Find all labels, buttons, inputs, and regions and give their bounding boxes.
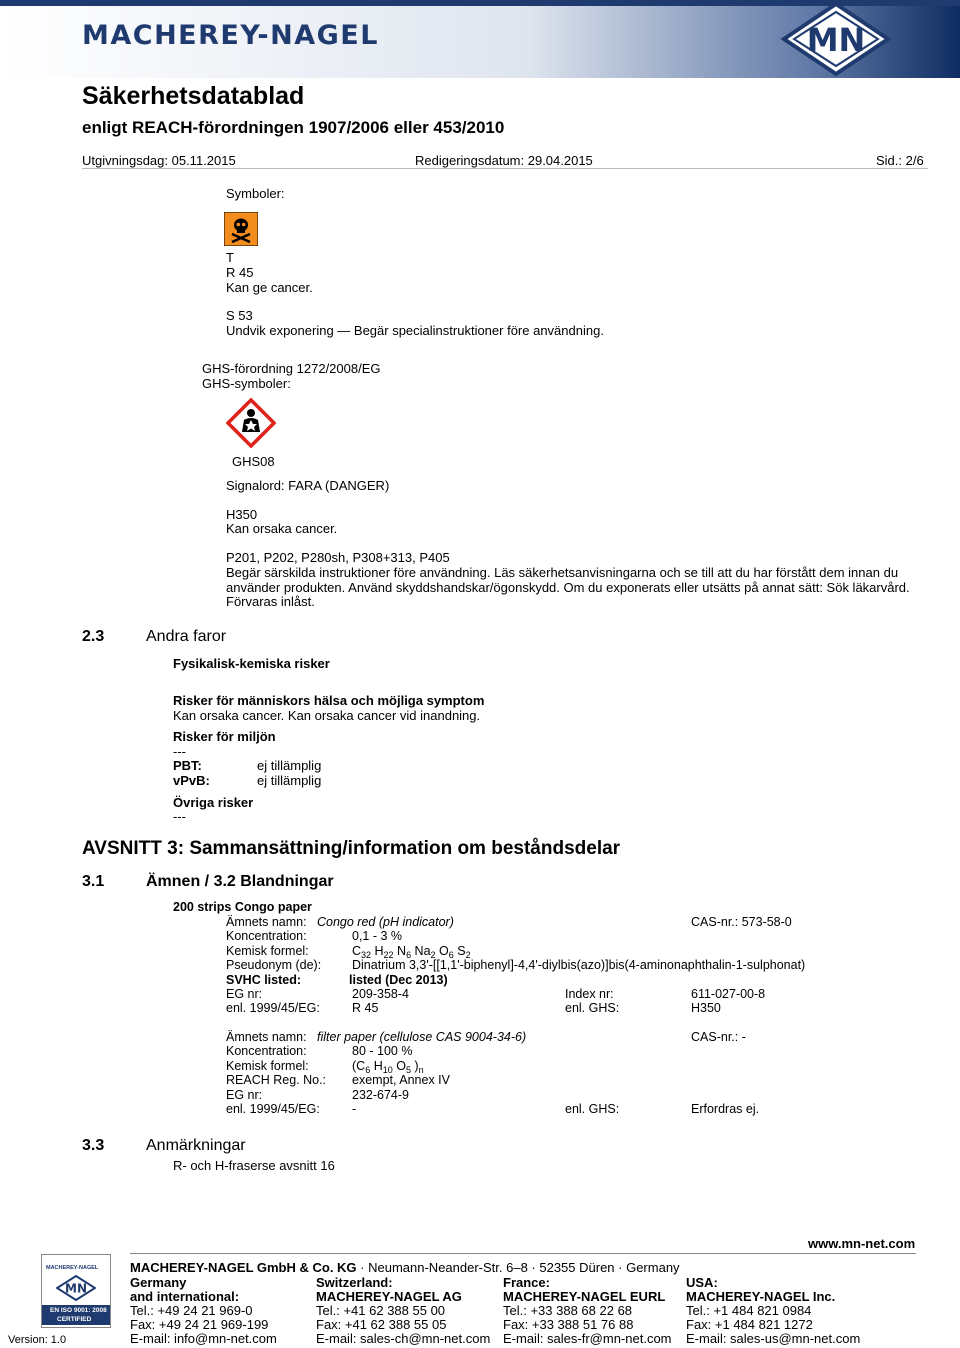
footer-col-germany-h2: and international: xyxy=(130,1289,240,1304)
h-phrase-code: H350 xyxy=(226,507,258,522)
pseudonym-value: Dinatrium 3,3'-[[1,1'-biphenyl]-4,4'-diylbis(azo)]bis(4-aminonaphthalin-1-sulphonat) xyxy=(352,958,806,972)
pbt-label: PBT: xyxy=(173,758,202,773)
ghs-classification-label: enl. GHS: xyxy=(565,1102,620,1116)
vpvb-label: vPvB: xyxy=(173,773,210,788)
concentration-value: 0,1 - 3 % xyxy=(352,929,403,943)
company-address: MACHEREY-NAGEL GmbH & Co. KG · Neumann-Neander-Str. 6–8 · 52355 Düren · Germany xyxy=(130,1260,680,1275)
svhc-value: listed (Dec 2013) xyxy=(349,973,448,987)
remarks-text: R- och H-fraserse avsnitt 16 xyxy=(173,1158,335,1173)
other-risks-label: Övriga risker xyxy=(173,795,254,810)
footer-col-switzerland-tel: Tel.: +41 62 388 55 00 xyxy=(316,1303,446,1318)
product-name: 200 strips Congo paper xyxy=(173,900,312,914)
symbols-label: Symboler: xyxy=(226,186,285,201)
document-title: Säkerhetsdatablad xyxy=(82,82,305,110)
eg-number-label: EG nr: xyxy=(226,987,263,1001)
footer-col-usa-email[interactable]: E-mail: sales-us@mn-net.com xyxy=(686,1331,861,1346)
footer-col-france-email[interactable]: E-mail: sales-fr@mn-net.com xyxy=(503,1331,672,1346)
other-risks-value: --- xyxy=(173,809,186,824)
health-risks-text: Kan orsaka cancer. Kan orsaka cancer vid inandning. xyxy=(173,708,481,723)
section-3-3-title: Anmärkningar xyxy=(146,1137,246,1154)
cas-number: CAS-nr.: 573-58-0 xyxy=(691,915,792,929)
footer-col-switzerland-fax: Fax: +41 62 388 55 05 xyxy=(316,1317,447,1332)
issue-date: Utgivningsdag: 05.11.2015 xyxy=(82,153,236,168)
footer-website[interactable]: www.mn-net.com xyxy=(808,1236,916,1251)
substance-name: filter paper (cellulose CAS 9004-34-6) xyxy=(317,1030,527,1044)
reach-reg-label: REACH Reg. No.: xyxy=(226,1073,327,1087)
p-phrase-line: Förvaras inlåst. xyxy=(226,594,315,609)
dsd-classification-label: enl. 1999/45/EG: xyxy=(226,1001,320,1015)
eg-number-label: EG nr: xyxy=(226,1088,263,1102)
footer-col-usa-h2: MACHEREY-NAGEL Inc. xyxy=(686,1289,836,1304)
concentration-value: 80 - 100 % xyxy=(352,1044,413,1058)
r-phrase-text: Kan ge cancer. xyxy=(226,280,313,295)
r-phrase-code: R 45 xyxy=(226,265,254,280)
chemical-formula: $C_{32}$ $H_{22}$ $N_6$ $Na_2$ $O_6$ $S_2$ xyxy=(352,944,471,960)
env-risks-value: --- xyxy=(173,744,186,759)
logo-letters: MN xyxy=(806,21,866,59)
footer-col-france-h2: MACHEREY-NAGEL EURL xyxy=(503,1289,666,1304)
section-2-3-title: Andra faror xyxy=(146,628,227,645)
chemical-formula: ($C_6$ $H_{10}$ $O_5$ )$_n$ xyxy=(352,1059,424,1075)
ghs-pictogram-code: GHS08 xyxy=(232,454,275,469)
health-hazard-icon xyxy=(226,398,276,448)
cas-number: CAS-nr.: - xyxy=(691,1030,746,1044)
certificate-norm: EN ISO 9001: 2008 xyxy=(50,1307,107,1314)
document-subtitle: enligt REACH-förordningen 1907/2006 eller 453/2010 xyxy=(82,118,505,137)
substance-name-label: Ämnets namn: xyxy=(226,1030,307,1044)
certificate-brand: MACHEREY-NAGEL xyxy=(46,1265,99,1271)
ghs-classification-value: H350 xyxy=(691,1001,721,1015)
footer-col-usa-h1: USA: xyxy=(686,1275,718,1290)
pbt-value: ej tillämplig xyxy=(257,758,322,773)
p-phrase-line: använder produkten. Använd skyddshandskar/ögonskydd. Om du exponerats eller utsätts på annat sätt: Sök läkarvård. xyxy=(226,580,910,595)
p-phrase-line: Begär särskilda instruktioner före användning. Läs säkerhetsanvisningarna och se till att du har förstått dem innan du xyxy=(226,565,899,580)
revision-date: Redigeringsdatum: 29.04.2015 xyxy=(415,153,593,168)
section-3-1-title: Ämnen / 3.2 Blandningar xyxy=(146,873,334,890)
version-label: Version: 1.0 xyxy=(8,1334,67,1346)
footer-col-usa-fax: Fax: +1 484 821 1272 xyxy=(686,1317,813,1332)
mn-logo-icon xyxy=(780,2,892,76)
substance-name-label: Ämnets namn: xyxy=(226,915,307,929)
concentration-label: Koncentration: xyxy=(226,1044,307,1058)
s-phrase-text: Undvik exponering — Begär specialinstruktioner före användning. xyxy=(226,323,604,338)
symbol-code: T xyxy=(226,250,234,265)
ghs-symbols-label: GHS-symboler: xyxy=(202,376,291,391)
footer-col-germany-email[interactable]: E-mail: info@mn-net.com xyxy=(130,1331,277,1346)
footer-col-germany-fax: Fax: +49 24 21 969-199 xyxy=(130,1317,269,1332)
mn-logo-icon xyxy=(56,1275,96,1301)
dsd-classification-value: R 45 xyxy=(352,1001,379,1015)
signal-word: Signalord: FARA (DANGER) xyxy=(226,478,390,493)
substance-name: Congo red (pH indicator) xyxy=(317,915,454,929)
iso-certificate-badge xyxy=(41,1254,111,1328)
section-3-heading: AVSNITT 3: Sammansättning/information om beståndsdelar xyxy=(82,838,621,859)
svhc-label: SVHC listed: xyxy=(226,973,302,987)
skull-crossbones-icon xyxy=(224,212,258,246)
footer-col-germany-h1: Germany xyxy=(130,1275,187,1290)
formula-label: Kemisk formel: xyxy=(226,944,309,958)
brand-wordmark: MACHEREY-NAGEL xyxy=(82,20,379,51)
footer-col-switzerland-h2: MACHEREY-NAGEL AG xyxy=(316,1289,462,1304)
section-3-1-number: 3.1 xyxy=(82,873,105,890)
env-risks-label: Risker för miljön xyxy=(173,729,276,744)
physchem-risks-label: Fysikalisk-kemiska risker xyxy=(173,656,330,671)
svg-text:MN: MN xyxy=(65,1281,87,1296)
certificate-status: CERTIFIED xyxy=(57,1316,92,1323)
page-number: Sid.: 2/6 xyxy=(876,153,924,168)
index-number-value: 611-027-00-8 xyxy=(691,987,766,1001)
p-phrase-codes: P201, P202, P280sh, P308+313, P405 xyxy=(226,550,450,565)
footer-col-germany-tel: Tel.: +49 24 21 969-0 xyxy=(130,1303,253,1318)
footer-col-france-h1: France: xyxy=(503,1275,550,1290)
formula-label: Kemisk formel: xyxy=(226,1059,309,1073)
footer-divider xyxy=(130,1253,916,1254)
pseudonym-label: Pseudonym (de): xyxy=(226,958,322,972)
header-divider xyxy=(82,168,928,169)
section-3-3-number: 3.3 xyxy=(82,1137,105,1154)
eg-number-value: 232-674-9 xyxy=(352,1088,409,1102)
index-number-label: Index nr: xyxy=(565,987,614,1001)
reach-reg-value: exempt, Annex IV xyxy=(352,1073,450,1087)
s-phrase-code: S 53 xyxy=(226,308,253,323)
footer-col-france-fax: Fax: +33 388 51 76 88 xyxy=(503,1317,634,1332)
ghs-classification-value: Erfordras ej. xyxy=(691,1102,760,1116)
footer-col-switzerland-email[interactable]: E-mail: sales-ch@mn-net.com xyxy=(316,1331,491,1346)
health-risks-label: Risker för människors hälsa och möjliga symptom xyxy=(173,693,485,708)
vpvb-value: ej tillämplig xyxy=(257,773,322,788)
concentration-label: Koncentration: xyxy=(226,929,307,943)
h-phrase-text: Kan orsaka cancer. xyxy=(226,521,338,536)
ghs-classification-label: enl. GHS: xyxy=(565,1001,620,1015)
ghs-regulation: GHS-förordning 1272/2008/EG xyxy=(202,361,381,376)
dsd-classification-value: - xyxy=(352,1102,357,1116)
footer-col-usa-tel: Tel.: +1 484 821 0984 xyxy=(686,1303,812,1318)
eg-number-value: 209-358-4 xyxy=(352,987,409,1001)
footer-col-switzerland-h1: Switzerland: xyxy=(316,1275,393,1290)
dsd-classification-label: enl. 1999/45/EG: xyxy=(226,1102,320,1116)
section-2-3-number: 2.3 xyxy=(82,628,105,645)
footer-col-france-tel: Tel.: +33 388 68 22 68 xyxy=(503,1303,633,1318)
